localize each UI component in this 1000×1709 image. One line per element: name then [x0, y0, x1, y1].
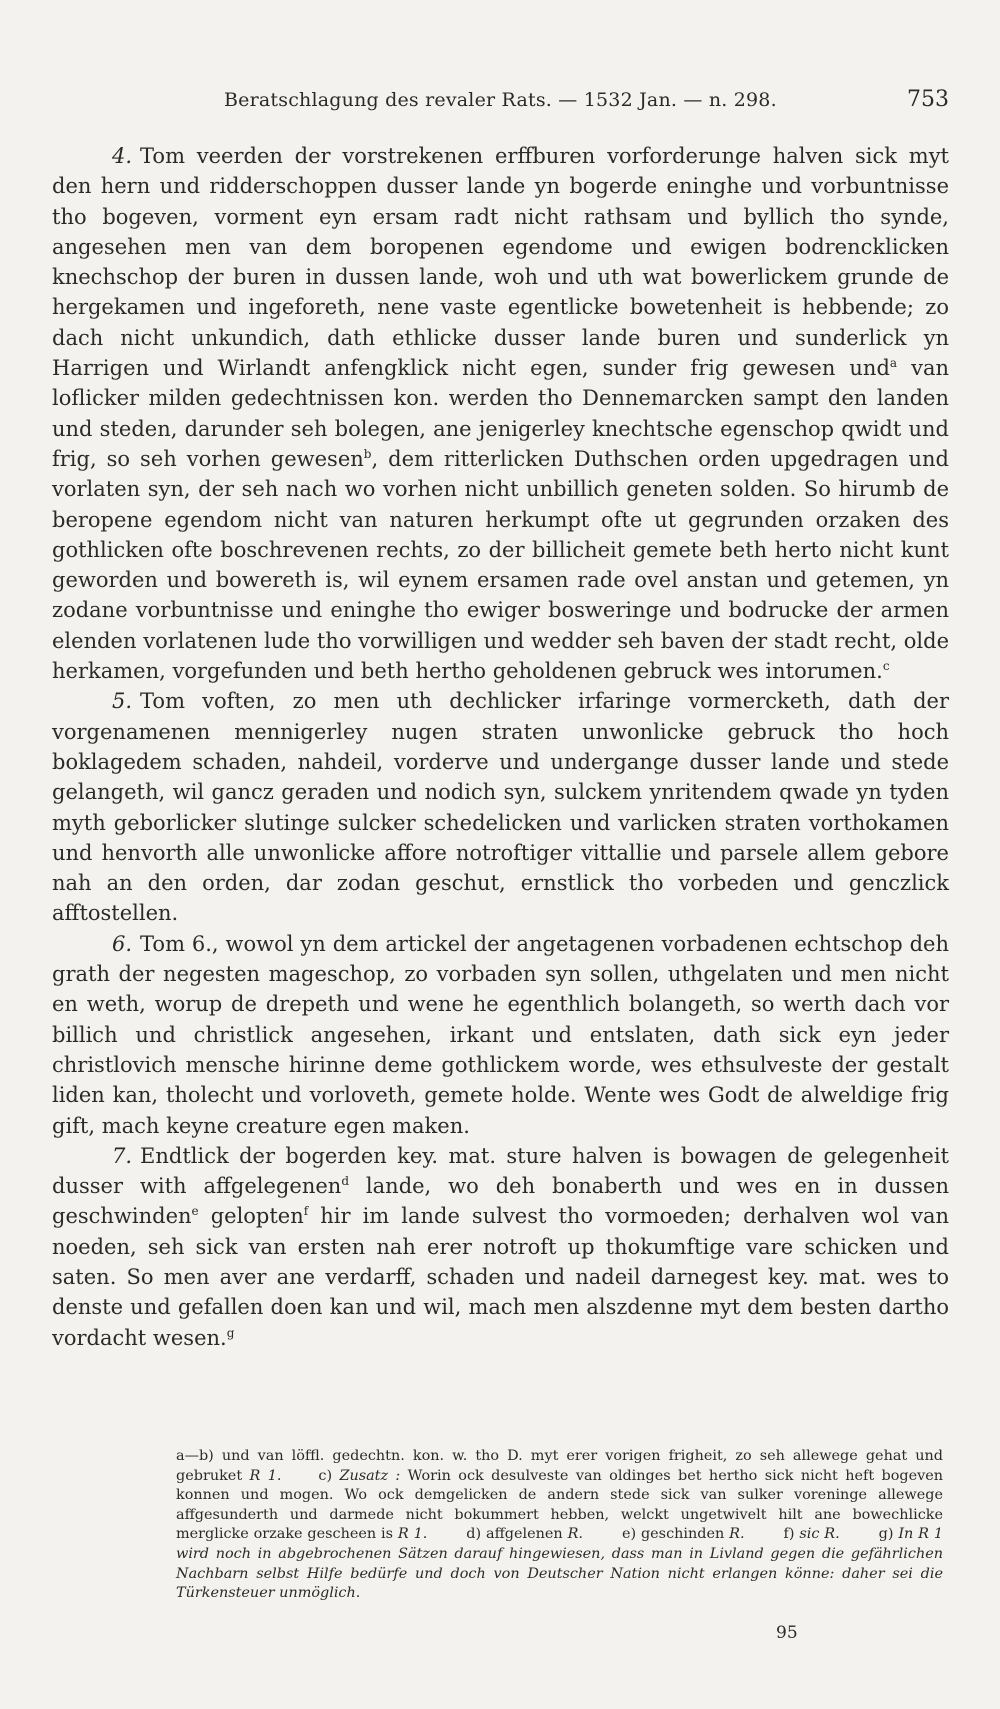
paragraph-text: Endtlick der bogerden key. mat. sture halven is bowagen de gelegenheit dusser with affgelegenen — [52, 1143, 949, 1199]
footnote-marker: b — [363, 446, 372, 461]
footnote-marker: f — [303, 1204, 309, 1219]
footnote-label: g) — [878, 1526, 899, 1543]
footnote-marker: g — [226, 1325, 235, 1340]
paragraph-6 — [52, 929, 949, 1141]
paragraph-text: , dem ritterlicken Duthschen orden upgedragen und vorlaten syn, der seh nach wo vorhen nicht unbillich geneten solden. So hirumb de beropene egendom nicht van naturen herkumpt ofte ut gegrunden orzaken des gothlicken ofte boschrevenen rechts, zo der billicheit gemete beth herto nicht kunt geworden und bowereth is, wil eynem ersamen rade ovel anstan und getemen, yn zodane vorbuntnisse und eninghe tho ewiger bosweringe und bodrucke der armen elenden vorlatenen lude tho vorwilligen und wedder seh baven der stadt recht, olde herkamen, vorgefunden und beth hertho geholdenen gebruck wes intorumen. — [52, 446, 949, 684]
footnote-zusatz: Zusatz : — [339, 1467, 401, 1484]
page-header — [52, 83, 949, 119]
footnote-label: f) — [783, 1526, 800, 1543]
paragraph-number: 5. — [112, 689, 133, 714]
paragraph-number: 7. — [112, 1143, 133, 1168]
footnote-text: In R 1 wird noch in abgebrochenen Sätzen darauf hingewiesen, dass man in Livland gegen die gefährlichen Nachbarn selbst Hilfe bedürfe und doch von Deutscher Nation nicht erlangen könne: daher sei die Türkensteuer unmöglich. — [176, 1526, 943, 1602]
footnote-source: R. — [729, 1526, 745, 1543]
page-number: 753 — [907, 87, 949, 112]
paragraph-text: gelopten — [198, 1204, 304, 1229]
paragraph-text: Tom veerden der vorstrekenen erffburen vorforderunge halven sick myt den hern und ridderschoppen dusser lande yn bogerde eninghe und vorbuntnisse tho bogeven, vorment eyn ersam radt nicht rathsam und byllich tho synde, angesehen men van dem boropenen egendome und ewigen bodrencklicken knechschop der buren in dussen lande, woh und uth wat bowerlickem grunde de hergekamen und ingeforeth, nene vaste egentlicke bowetenheit is hebbende; zo dach nicht unkundich, dath ethlicke dusser lande buren und sunderlick yn Harrigen und Wirlandt anfengklick nicht egen, sunder frig gewesen und — [52, 144, 949, 381]
footnote-text: sic R. — [799, 1526, 840, 1543]
footnotes — [176, 1447, 943, 1604]
paragraph-text: van loflicker milden gedechtnissen kon. werden tho Dennemarcken sampt den landen und steden, darunder seh bolegen, ane jenigerley knechtsche egenschop qwidt und frig, so seh vorhen gewesen — [52, 356, 949, 471]
paragraph-text: hir im lande sulvest tho vormoeden; derhalven wol van noeden, seh sick van ersten nah erer notroft up thokumftige vare schicken und saten. So men aver ane verdarff, schaden und nadeil darnegest key. mat. wes to denste und gefallen doen kan und wil, mach men alszdenne myt dem besten dartho vordacht wesen. — [52, 1204, 949, 1350]
footnote-text: Worin ock desulveste van oldinges bet hertho sick nicht heft bogeven konnen und mogen. Wo ock demgelicken de andern stede sick van sulker voreninge allewege affgesunderth und darmede nicht bokummert hebben, welckt ungetwivelt hilt ane bowechlicke merglicke orzake gescheen is — [176, 1467, 944, 1543]
paragraph-5 — [52, 686, 949, 928]
main-text — [52, 141, 949, 1353]
paragraph-text: Tom voften, zo men uth dechlicker irfaringe vormercketh, dath der vorgenamenen mennigerley nugen straten unwonlicke gebruck tho hoch boklagedem schaden, nahdeil, vorderve und undergange dusser lande und stede gelangeth, wil gancz geraden und nodich syn, sulckem ynritendem qwade yn tyden myth geborlicker slutinge sulcker schedelicken und varlicken straten vorthokamen und henvorth alle unwonlicke affore notroftiger vittallie und parsele allem gebore nah an den orden, dar zodan geschut, ernstlick tho vorbeden und genczlick afftostellen. — [52, 689, 949, 926]
paragraph-text: lande, wo deh bonaberth und wes en in dussen geschwinden — [52, 1174, 950, 1229]
footnote-source: R 1. — [249, 1467, 282, 1484]
paragraph-number: 4. — [112, 144, 133, 168]
paragraph-text: Tom 6., wowol yn dem artickel der angetagenen vorbadenen echtschop deh grath der negesten mageschop, zo vorbaden syn sollen, uthgelaten und men nicht en weth, worup de drepeth und wene he egenthlich bolangeth, so werth dach vor billich und christlick angesehen, irkant und entslaten, dath sick eyn jeder christlovich mensche hirinne deme gothlickem worde, wes ethsulveste der gestalt liden kan, tholecht und vorloveth, gemete holde. Wente wes Godt de alweldige frig gift, mach keyne creature egen maken. — [52, 931, 949, 1138]
footnote-text: a—b) und van löffl. gedechtn. kon. w. tho D. myt erer vorigen frigheit, zo seh allewege gehat und gebruket — [176, 1448, 943, 1484]
footnote-marker: d — [341, 1174, 349, 1189]
footnote-marker: a — [889, 356, 898, 371]
paragraph-7 — [52, 1141, 949, 1353]
footnote-label: c) — [318, 1467, 340, 1484]
footnote-source: R. — [567, 1526, 583, 1543]
running-title: Beratschlagung des revaler Rats. — 1532 Jan. — n. 298. — [224, 89, 777, 111]
footnote-text: e) geschinden — [621, 1526, 730, 1543]
footnote-marker: e — [191, 1204, 199, 1219]
footnote-marker: c — [882, 659, 890, 674]
footnote-text: d) affgelenen — [466, 1526, 568, 1543]
footnote-block — [176, 1447, 943, 1604]
paragraph-number: 6. — [112, 931, 133, 956]
signature-mark: 95 — [776, 1623, 798, 1643]
paragraph-4 — [52, 141, 949, 686]
footnote-source: R 1. — [397, 1526, 428, 1543]
